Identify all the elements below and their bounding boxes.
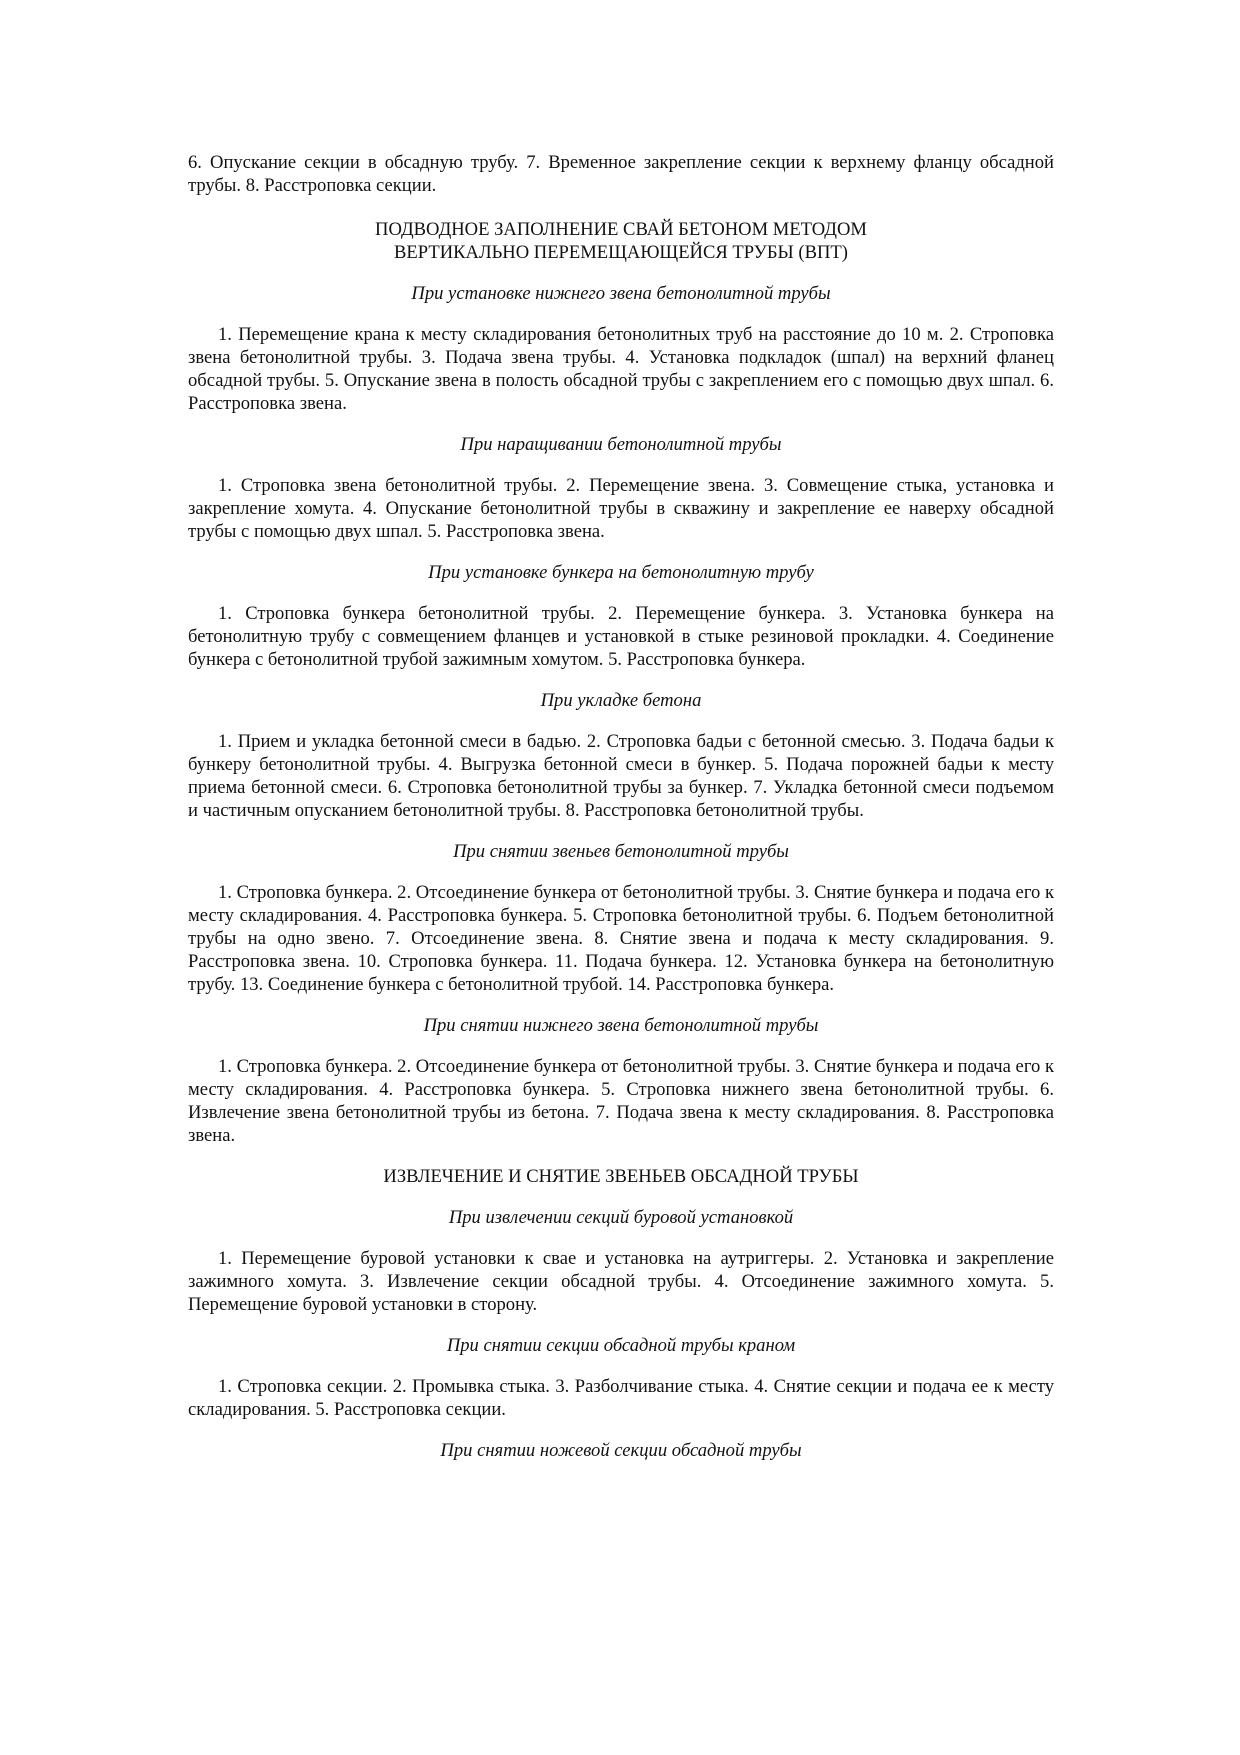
intro-paragraph: 6. Опускание секции в обсадную трубу. 7. Временное закрепление секции к верхнему фланцу обсадной трубы. 8. Расстроповка секции. bbox=[188, 152, 1054, 196]
section-title-underwater-concreting bbox=[188, 218, 1054, 264]
paragraph-links-removal: 1. Строповка бункера. 2. Отсоединение бункера от бетонолитной трубы. 3. Снятие бункера и подача его к месту складирования. 4. Расстроповка бункера. 5. Строповка бетонолитной трубы. 6. Подъем бетонолитной трубы на одно звено. 7. Отсоединение звена. 8. Снятие звена и подача к месту складирования. 9. Расстроповка звена. 10. Строповка бункера. 11. Подача бункера. 12. Установка бункера на бетонолитную трубу. 13. Соединение бункера с бетонолитной трубой. 14. Расстроповка бункера. bbox=[188, 882, 1054, 995]
subheading-pipe-extension: При наращивании бетонолитной трубы bbox=[460, 434, 782, 455]
subheading-lower-link-install: При установке нижнего звена бетонолитной трубы bbox=[411, 283, 831, 304]
document-page bbox=[188, 151, 1054, 1462]
subheading-concrete-placing: При укладке бетона bbox=[540, 690, 702, 711]
paragraph-pipe-extension: 1. Строповка звена бетонолитной трубы. 2. Перемещение звена. 3. Совмещение стыка, установка и закрепление хомута. 4. Опускание бетонолитной трубы в скважину и закрепление ее наверху обсадной трубы с помощью двух шпал. 5. Расстроповка звена. bbox=[188, 475, 1054, 542]
paragraph-crane-removal: 1. Строповка секции. 2. Промывка стыка. 3. Разболчивание стыка. 4. Снятие секции и подача ее к месту складирования. 5. Расстроповка секции. bbox=[188, 1376, 1054, 1420]
subheading-links-removal: При снятии звеньев бетонолитной трубы bbox=[453, 841, 789, 862]
subheading-knife-section-removal: При снятии ножевой секции обсадной трубы bbox=[440, 1440, 802, 1461]
paragraph-lower-link-install: 1. Перемещение крана к месту складирования бетонолитных труб на расстояние до 10 м. 2. Строповка звена бетонолитной трубы. 3. Подача звена трубы. 4. Установка подкладок (шпал) на верхний фланец обсадной трубы. 5. Опускание звена в полость обсадной трубы с закреплением его с помощью двух шпал. 6. Расстроповка звена. bbox=[188, 324, 1054, 414]
subheading-hopper-install: При установке бункера на бетонолитную трубу bbox=[428, 562, 814, 583]
section-title-line-2: ВЕРТИКАЛЬНО ПЕРЕМЕЩАЮЩЕЙСЯ ТРУБЫ (ВПТ) bbox=[394, 242, 848, 263]
paragraph-hopper-install: 1. Строповка бункера бетонолитной трубы. 2. Перемещение бункера. 3. Установка бункера на бетонолитную трубу с совмещением фланцев и установкой в стыке резиновой прокладки. 4. Соединение бункера с бетонолитной трубой зажимным хомутом. 5. Расстроповка бункера. bbox=[188, 603, 1054, 670]
section-title-casing-extraction: ИЗВЛЕЧЕНИЕ И СНЯТИЕ ЗВЕНЬЕВ ОБСАДНОЙ ТРУБЫ bbox=[383, 1166, 859, 1187]
subheading-crane-removal: При снятии секции обсадной трубы краном bbox=[446, 1335, 796, 1356]
paragraph-concrete-placing: 1. Прием и укладка бетонной смеси в бадью. 2. Строповка бадьи с бетонной смесью. 3. Подача бадьи к бункеру бетонолитной трубы. 4. Выгрузка бетонной смеси в бункер. 5. Подача порожней бадьи к месту приема бетонной смеси. 6. Строповка бетонолитной трубы за бункер. 7. Укладка бетонной смеси подъемом и частичным опусканием бетонолитной трубы. 8. Расстроповка бетонолитной трубы. bbox=[188, 731, 1054, 821]
paragraph-lower-link-removal: 1. Строповка бункера. 2. Отсоединение бункера от бетонолитной трубы. 3. Снятие бункера и подача его к месту складирования. 4. Расстроповка бункера. 5. Строповка нижнего звена бетонолитной трубы. 6. Извлечение звена бетонолитной трубы из бетона. 7. Подача звена к месту складирования. 8. Расстроповка звена. bbox=[188, 1056, 1054, 1146]
paragraph-drill-extraction: 1. Перемещение буровой установки к свае и установка на аутриггеры. 2. Установка и закрепление зажимного хомута. 3. Извлечение секции обсадной трубы. 4. Отсоединение зажимного хомута. 5. Перемещение буровой установки в сторону. bbox=[188, 1248, 1054, 1315]
subheading-drill-extraction: При извлечении секций буровой установкой bbox=[448, 1207, 794, 1228]
section-title-line-1: ПОДВОДНОЕ ЗАПОЛНЕНИЕ СВАЙ БЕТОНОМ МЕТОДОМ bbox=[375, 219, 867, 240]
subheading-lower-link-removal: При снятии нижнего звена бетонолитной трубы bbox=[423, 1015, 819, 1036]
